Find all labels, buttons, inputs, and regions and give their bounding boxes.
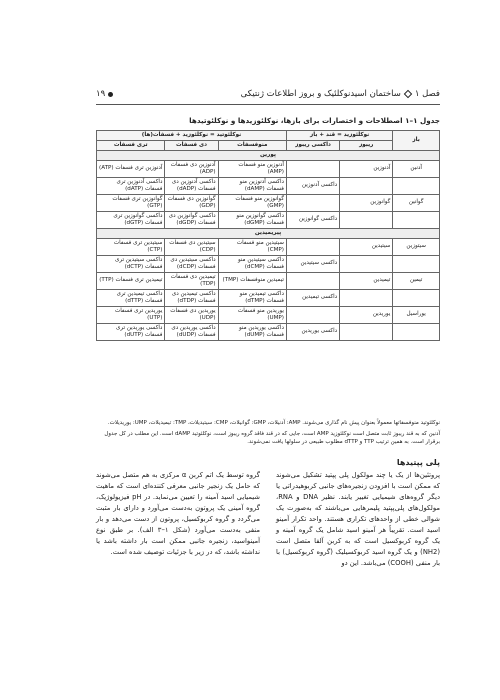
cell-nuc-r: آدنوزین	[340, 160, 393, 177]
table-row	[97, 177, 440, 194]
cell-di: داکسی سیتیدین دی فسفات (dCDP)	[165, 255, 218, 272]
cell-nuc-r: گوانوزین	[340, 194, 393, 211]
cell-di: داکسی تیمیدین دی فسفات (dTDP)	[165, 289, 218, 306]
bullet-icon	[108, 92, 113, 97]
th-mono: منوفسفات	[218, 140, 286, 150]
cell-nuc-d	[286, 272, 339, 289]
cell-di: یوریدین دی فسفات (UDP)	[165, 306, 218, 323]
footnote: آدنین که به قند ریبوز ثابت متصل است نوکلئوزید AMP است، جایی که در قند فاقد گروه ریبوز است، نوکلئوتید dAMP است. این مطلب در کل جدول برقرار است. به همین ترتیب TTP و dTTP مطلوب طبیعی در سلولها یافت نمی‌شوند.	[104, 430, 440, 445]
cell-di: گوانوزین دی فسفات (GDP)	[165, 194, 218, 211]
cell-base: گوانین	[393, 194, 440, 211]
th-ribose: ریبوز	[340, 140, 393, 150]
table-row	[97, 289, 440, 306]
cell-tri: داکسی سیتیدین تری فسفات (dCTP)	[97, 255, 165, 272]
cell-nuc-d	[286, 160, 339, 177]
th-di: دی فسفات	[165, 140, 218, 150]
th-base: باز	[393, 131, 440, 151]
cell-base	[393, 289, 440, 306]
table-row	[97, 255, 440, 272]
cell-mono: تیمیدین منوفسفات (TMP)	[218, 272, 286, 289]
chapter-title: ساختمان اسیدنوکلئیک و بروز اطلاعات ژنتیکی	[240, 89, 401, 99]
cell-nuc-r: سیتیدین	[340, 238, 393, 255]
cell-nuc-d	[286, 306, 339, 323]
th-nucleoside: نوکلئوزید = قند + باز	[286, 131, 392, 141]
cell-mono: داکسی تیمیدین منو فسفات (dTMP)	[218, 289, 286, 306]
table-row	[97, 323, 440, 340]
cell-nuc-r	[340, 289, 393, 306]
cell-nuc-r: تیمیدین	[340, 272, 393, 289]
table-row	[97, 194, 440, 211]
cell-tri: داکسی گوانوزین تری فسفات (dGTP)	[97, 211, 165, 228]
running-header	[96, 86, 440, 102]
cell-base: یوراسیل	[393, 306, 440, 323]
cell-base: آدنین	[393, 160, 440, 177]
cell-mono: داکسی سیتیدین منو فسفات (dCMP)	[218, 255, 286, 272]
cell-nuc-r	[340, 323, 393, 340]
cell-mono: داکسی یوریدین منو فسفات (dUMP)	[218, 323, 286, 340]
cell-mono: داکسی آدنوزین منو فسفات (dAMP)	[218, 177, 286, 194]
nucleotide-table-wrap	[96, 130, 440, 341]
cell-tri: سیتیدین تری فسفات (CTP)	[97, 238, 165, 255]
page-number: ۱۹	[96, 89, 106, 99]
th-deoxyribose: داکسی ریبوز	[286, 140, 339, 150]
cell-nuc-d	[286, 194, 339, 211]
table-row	[97, 272, 440, 289]
table-footnotes	[96, 420, 440, 450]
nucleotide-table	[96, 130, 440, 341]
cell-tri: داکسی آدنوزین تری فسفات (dATP)	[97, 177, 165, 194]
cell-tri: تیمیدین تری فسفات (TTP)	[97, 272, 165, 289]
cell-base	[393, 323, 440, 340]
cell-tri: داکسی یوریدین تری فسفات (dUTP)	[97, 323, 165, 340]
text-column-right	[276, 470, 440, 569]
cell-mono: یوریدین منو فسفات (UMP)	[218, 306, 286, 323]
cell-nuc-r	[340, 177, 393, 194]
footnote: نوکلئوتید منوفسفاتها معمولاً بعنوان پیش نام گذاری می‌شوند. AMP: آدنیلات، GMP: گوانیلات، CMP: سیتیدیلات، TMP: تیمیدیلات، UMP: یوریدیلات.	[107, 420, 440, 426]
body-paragraph: گروه توسط یک اتم کربن α مرکزی به هم متصل می‌شوند که حامل یک زنجیر جانبی معرفی کننده‌ای است که ماهیت شیمیایی اسید آمینه را تعیین می‌نماید. در pH فیزیولوژیک، گروه آمینی یک پروتون به‌دست می‌آورد و دارای بار مثبت می‌گردد و گروه کربوکسیل، پروتون از دست می‌دهد و بار منفی به‌دست می‌آورد (شکل ۱–۳ الف). بر طبق نوع آمینواسید، زنجیره جانبی ممکن است بار داشته باشد یا نداشته باشد، که در زیر با جزئیات توصیف شده است.	[96, 471, 261, 556]
cell-nuc-d: داکسی یوریدین	[286, 323, 339, 340]
cell-di: داکسی گوانوزین دی فسفات (dGDP)	[165, 211, 218, 228]
cell-base	[393, 255, 440, 272]
cell-mono: داکسی گوانوزین منو فسفات (dGMP)	[218, 211, 286, 228]
header-chapter	[241, 89, 440, 99]
diamond-icon	[404, 90, 412, 98]
cell-nuc-d: داکسی گوانوزین	[286, 211, 339, 228]
cell-di: سیتیدین دی فسفات (CDP)	[165, 238, 218, 255]
cell-nuc-d	[286, 238, 339, 255]
cell-nuc-d: داکسی آدنوزین	[286, 177, 339, 194]
header-page	[96, 89, 113, 99]
cell-tri: یوریدین تری فسفات (UTP)	[97, 306, 165, 323]
table-caption: جدول ۱–۱ اصطلاحات و اختصارات برای بازها، نوکلئوزیدها و نوکلئوتیدها	[189, 116, 440, 125]
cell-di: تیمیدین دی فسفات (TDP)	[165, 272, 218, 289]
header-rule	[96, 104, 440, 105]
section-pyrimidines: پیریمیدین	[97, 228, 440, 238]
table-row	[97, 211, 440, 228]
cell-tri: گوانوزین تری فسفات (GTP)	[97, 194, 165, 211]
cell-mono: گوانوزین منو فسفات (GMP)	[218, 194, 286, 211]
cell-base	[393, 177, 440, 194]
chapter-label: فصل ۱	[414, 89, 440, 99]
text-column-left	[96, 470, 260, 558]
cell-nuc-d: داکسی تیمیدین	[286, 289, 339, 306]
cell-nuc-r	[340, 255, 393, 272]
cell-nuc-r	[340, 211, 393, 228]
cell-base: تیمین	[393, 272, 440, 289]
th-nucleotide: نوکلئوتید = نوکلئوزید + فسفات(ها)	[97, 131, 287, 141]
th-tri: تری فسفات	[97, 140, 165, 150]
cell-di: داکسی آدنوزین دی فسفات (dADP)	[165, 177, 218, 194]
section-purines: پورین	[97, 150, 440, 160]
cell-nuc-d: داکسی سیتیدین	[286, 255, 339, 272]
cell-nuc-r: یوریدین	[340, 306, 393, 323]
cell-di: داکسی یوریدین دی فسفات (dUDP)	[165, 323, 218, 340]
cell-base	[393, 211, 440, 228]
cell-mono: آدنوزین منو فسفات (AMP)	[218, 160, 286, 177]
table-row	[97, 306, 440, 323]
cell-tri: آدنوزین تری فسفات (ATP)	[97, 160, 165, 177]
body-paragraph: پروتئین‌ها از یک یا چند مولکول پلی پپتید تشکیل می‌شوند که ممکن است با افزودن زنجیره‌های جانبی کربوهیدراتی یا دیگر گروه‌های شیمیایی تغییر یابند. نظیر DNA و RNA، مولکول‌های پلی‌پپتید پلیمرهایی می‌باشند که به‌صورت یک شوالی خطی از واحدهای تکراری هستند. واحد تکرار آمینو اسید است. تقریباً هر آمینو اسید شامل یک گروه آمینه و یک گروه کربوکسیل است که به کربن آلفا متصل است (NH2) و یک گروه اسید کربوکسیلیک (گروه کربوکسیل) با بار منفی (COOH) می‌باشد. این دو	[276, 471, 440, 567]
cell-tri: داکسی تیمیدین تری فسفات (dTTP)	[97, 289, 165, 306]
cell-mono: سیتیدین منو فسفات (CMP)	[218, 238, 286, 255]
table-row	[97, 160, 440, 177]
cell-di: آدنوزین دی فسفات (ADP)	[165, 160, 218, 177]
section-heading: پلی پپتیدها	[396, 458, 440, 467]
cell-base: سیتوزین	[393, 238, 440, 255]
table-row	[97, 238, 440, 255]
